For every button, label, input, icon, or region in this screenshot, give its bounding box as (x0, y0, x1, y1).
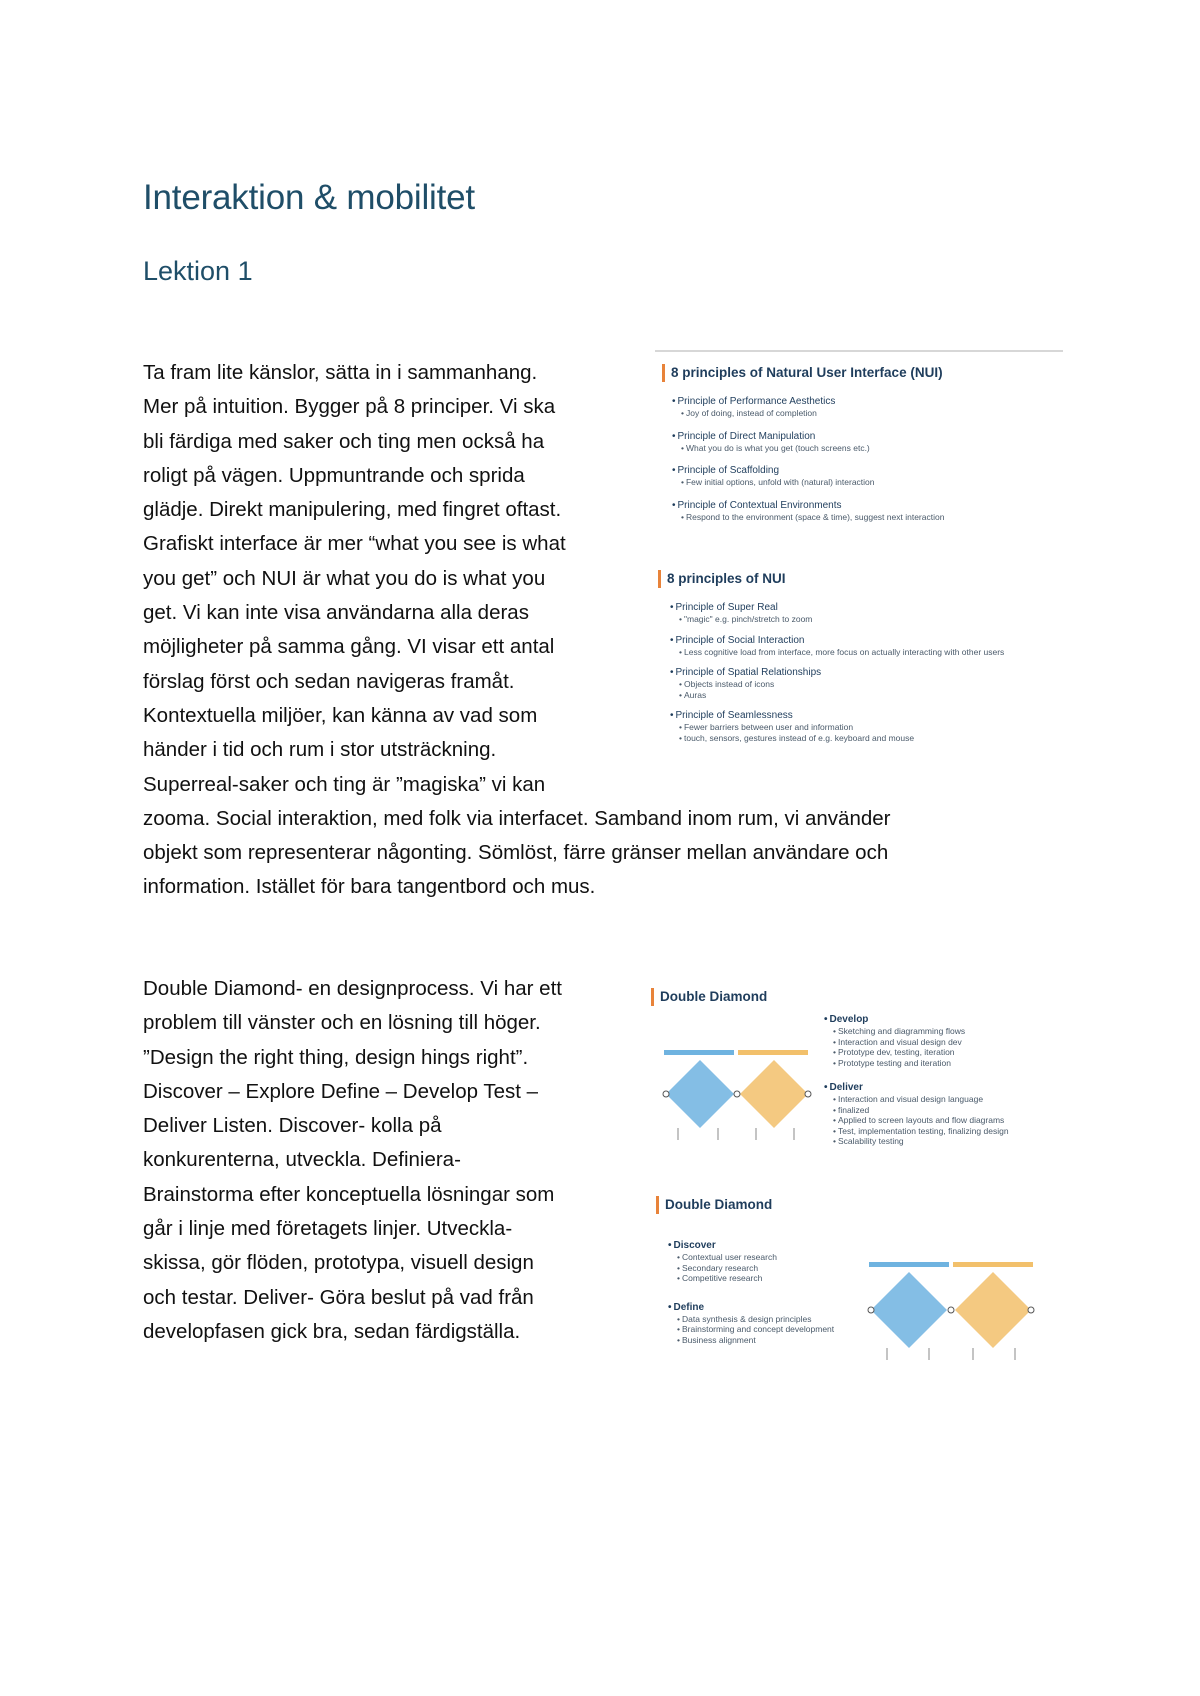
sub-bullet: • Objects instead of icons (670, 679, 1055, 690)
slide-nui-principles-2 (655, 566, 1063, 784)
slide-heading: Double Diamond (651, 988, 767, 1006)
sub-bullet: • Contextual user research (668, 1252, 848, 1263)
bullet-item: • Principle of Super Real (670, 602, 1055, 614)
sub-bullet: • Test, implementation testing, finalizing design (824, 1126, 1034, 1137)
sub-bullet: • Prototype testing and iteration (824, 1058, 1034, 1069)
document-title: Interaktion & mobilitet (143, 178, 475, 217)
bullet-item: • Develop (824, 1014, 1034, 1026)
sub-bullet: • "magic" e.g. pinch/stretch to zoom (670, 614, 1055, 625)
sub-bullet: • Auras (670, 690, 1055, 701)
double-diamond-diagram (658, 1050, 818, 1150)
sub-bullet: • Fewer barriers between user and information (670, 722, 1055, 733)
sub-bullet: • Interaction and visual design language (824, 1094, 1034, 1105)
bullet-item: • Principle of Social Interaction (670, 635, 1055, 647)
slide-heading: 8 principles of Natural User Interface (NUI) (662, 364, 943, 382)
sub-bullet: • Sketching and diagramming flows (824, 1026, 1034, 1037)
sub-bullet: • What you do is what you get (touch screens etc.) (672, 443, 944, 454)
slide-bullets (824, 1014, 1034, 1147)
bullet-item: • Define (668, 1302, 848, 1314)
slide-nui-principles-1 (655, 350, 1063, 548)
bullet-item: • Principle of Contextual Environments (672, 500, 944, 512)
slide-bullets (670, 602, 1055, 743)
bullet-item: • Principle of Performance Aesthetics (672, 396, 944, 408)
sub-bullet: • Respond to the environment (space & time), suggest next interaction (672, 512, 944, 523)
bullet-item: • Principle of Direct Manipulation (672, 431, 944, 443)
slide-top-rule (655, 350, 1063, 352)
paragraph-nui: Ta fram lite känslor, sätta in i sammanhang. Mer på intuition. Bygger på 8 principer. Vi ska bli färdiga med saker och ting men också ha roligt på vägen. Uppmuntrande och sprida glädje. Direkt manipulering, med fingret oftast. Grafiskt interface är mer “what you see is what you get” och NUI är what you do is what you get. Vi kan inte visa användarna alla deras möjligheter på samma gång. VI visar ett antal förslag först och sedan navigeras framåt. Kontextuella miljöer, kan känna av vad som händer i tid och rum i stor utsträckning. Superreal-saker och ting är ”magiska” vi kan zooma. Social interaktion, med folk via interfacet. Samband inom rum, vi använder objekt som representerar någonting. Sömlöst, färre gränser mellan användare och information. Istället för bara tangentbord och mus. (143, 361, 891, 899)
bullet-item: • Deliver (824, 1082, 1034, 1094)
bullet-item: • Principle of Seamlessness (670, 710, 1055, 722)
document-subtitle: Lektion 1 (143, 256, 253, 286)
sub-bullet: • Scalability testing (824, 1136, 1034, 1147)
bullet-item: • Discover (668, 1240, 848, 1252)
sub-bullet: • finalized (824, 1105, 1034, 1116)
slide-heading: Double Diamond (656, 1196, 772, 1214)
sub-bullet: • Business alignment (668, 1335, 848, 1346)
sub-bullet: • touch, sensors, gestures instead of e.g. keyboard and mouse (670, 733, 1055, 744)
slide-bullets (672, 396, 944, 522)
sub-bullet: • Joy of doing, instead of completion (672, 408, 944, 419)
sub-bullet: • Data synthesis & design principles (668, 1314, 848, 1325)
sub-bullet: • Few initial options, unfold with (natural) interaction (672, 477, 944, 488)
slide-double-diamond-2 (648, 1192, 1048, 1404)
slide-bullets (668, 1240, 848, 1345)
slide-heading: 8 principles of NUI (658, 570, 786, 588)
slide-double-diamond-1 (648, 980, 1040, 1178)
sub-bullet: • Competitive research (668, 1273, 848, 1284)
sub-bullet: • Interaction and visual design dev (824, 1037, 1034, 1048)
sub-bullet: • Less cognitive load from interface, more focus on actually interacting with other users (670, 647, 1055, 658)
sub-bullet: • Applied to screen layouts and flow diagrams (824, 1115, 1034, 1126)
bullet-item: • Principle of Scaffolding (672, 465, 944, 477)
sub-bullet: • Brainstorming and concept development (668, 1324, 848, 1335)
sub-bullet: • Prototype dev, testing, iteration (824, 1047, 1034, 1058)
bullet-item: • Principle of Spatial Relationships (670, 667, 1055, 679)
sub-bullet: • Secondary research (668, 1263, 848, 1274)
paragraph-double-diamond: Double Diamond- en designprocess. Vi har ett problem till vänster och en lösning till höger. ”Design the right thing, design hings right”. Discover – Explore Define – Develop Test – Deliver Listen. Discover- kolla på konkurenterna, utveckla. Definiera- Brainstorma efter konceptuella lösningar som går i linje med företagets linjer. Utveckla- skissa, gör flöden, prototypa, visuell design och testar. Deliver- Göra beslut på vad från developfasen gick bra, sedan färdigställa. (143, 977, 562, 1343)
double-diamond-diagram (863, 1262, 1043, 1366)
